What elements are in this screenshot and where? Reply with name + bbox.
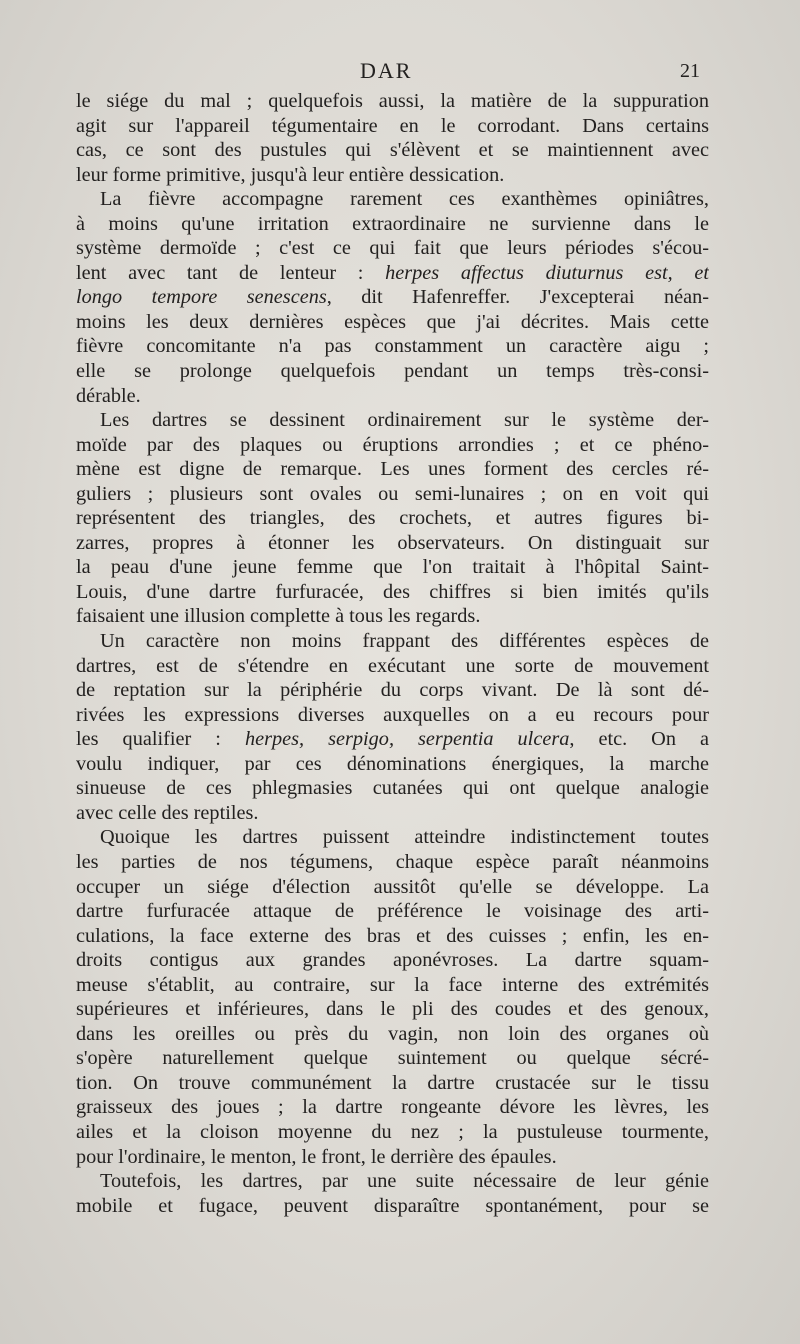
text-line — [76, 1095, 709, 1120]
text-segment: voulu indiquer, par ces dénominations énergiques, la marche — [76, 752, 709, 775]
text-segment: zarres, propres à étonner les observateurs. On distinguait sur — [76, 531, 709, 554]
text-line — [76, 236, 709, 261]
text-segment: à moins qu'une irritation extraordinaire ne survienne dans le — [76, 212, 709, 235]
text-line — [76, 580, 709, 605]
text-segment: fièvre concomitante n'a pas constamment un caractère aigu ; — [76, 335, 709, 358]
text-line — [76, 654, 709, 679]
text-segment: meuse s'établit, au contraire, sur la face interne des extrémités — [76, 973, 709, 996]
text-segment: La fièvre accompagne rarement ces exanthèmes opiniâtres, — [100, 188, 709, 211]
text-segment: sinueuse de ces phlegmasies cutanées qui ont quelque analogie — [76, 777, 709, 800]
text-line — [76, 997, 709, 1022]
running-head: DAR — [360, 58, 413, 83]
text-line — [76, 875, 709, 900]
paragraph — [76, 187, 709, 408]
text-line — [76, 187, 709, 212]
paragraph — [76, 1169, 709, 1218]
text-segment: système dermoïde ; c'est ce qui fait que leurs périodes s'écou- — [76, 237, 709, 260]
italic-text: herpes, serpigo, serpentia ulcera — [244, 728, 570, 751]
text-line — [76, 114, 709, 139]
text-segment: Louis, d'une dartre furfuracée, des chiffres si bien imités qu'ils — [76, 580, 709, 603]
text-line — [76, 727, 709, 752]
page-number: 21 — [680, 60, 700, 82]
text-segment: moïde par des plaques ou éruptions arrondies ; et ce phéno- — [76, 433, 709, 456]
text-line — [76, 899, 709, 924]
text-line — [76, 825, 709, 850]
text-line — [76, 138, 709, 163]
text-segment: les parties de nos tégumens, chaque espèce paraît néanmoins — [76, 850, 709, 873]
text-segment: rivées les expressions diverses auxquelles on a eu recours pour — [76, 703, 709, 726]
text-segment: leur forme primitive, jusqu'à leur entière dessication. — [76, 163, 505, 186]
text-segment: culations, la face externe des bras et des cuisses ; enfin, les en- — [76, 924, 709, 947]
text-segment: ailes et la cloison moyenne du nez ; la pustuleuse tourmente, — [76, 1120, 709, 1143]
text-line — [76, 457, 709, 482]
text-segment: les qualifier : — [76, 728, 245, 751]
text-segment: pour l'ordinaire, le menton, le front, le derrière des épaules. — [76, 1145, 557, 1168]
text-segment: mobile et fugace, peuvent disparaître spontanément, pour se — [76, 1194, 709, 1217]
text-line — [76, 555, 709, 580]
text-segment: moins les deux dernières espèces que j'ai décrites. Mais cette — [76, 310, 709, 333]
text-line — [76, 1046, 709, 1071]
text-line — [76, 850, 709, 875]
paragraph — [76, 89, 709, 187]
paragraph — [76, 408, 709, 629]
text-line — [76, 1120, 709, 1145]
text-line — [76, 506, 709, 531]
text-line — [76, 531, 709, 556]
text-line — [76, 801, 709, 826]
text-segment: occuper un siége d'élection aussitôt qu'elle se développe. La — [76, 875, 709, 898]
text-segment: , etc. On a — [569, 728, 709, 751]
text-line — [76, 1071, 709, 1096]
text-segment: , dit Hafenreffer. J'excepterai néan- — [326, 286, 709, 309]
page-header — [0, 58, 800, 92]
text-segment: le siége du mal ; quelquefois aussi, la matière de la suppuration — [76, 90, 709, 112]
text-line — [76, 776, 709, 801]
text-line — [76, 163, 709, 188]
text-line — [76, 89, 709, 114]
text-line — [76, 1169, 709, 1194]
text-segment: de reptation sur la périphérie du corps vivant. De là sont dé- — [76, 679, 709, 702]
text-line — [76, 629, 709, 654]
text-segment: représentent des triangles, des crochets, et autres figures bi- — [76, 507, 709, 530]
text-line — [76, 359, 709, 384]
text-segment: la peau d'une jeune femme que l'on traitait à l'hôpital Saint- — [76, 556, 709, 579]
text-segment: faisaient une illusion complette à tous les regards. — [76, 605, 481, 628]
paragraph — [76, 629, 709, 825]
text-segment: Un caractère non moins frappant des différentes espèces de — [100, 630, 709, 653]
text-line — [76, 285, 709, 310]
text-line — [76, 924, 709, 949]
text-segment: mène est digne de remarque. Les unes forment des cercles ré- — [76, 458, 709, 481]
text-line — [76, 1145, 709, 1170]
text-line — [76, 1022, 709, 1047]
text-segment: cas, ce sont des pustules qui s'élèvent et se maintiennent avec — [76, 139, 709, 162]
text-segment: guliers ; plusieurs sont ovales ou semi-lunaires ; on en voit qui — [76, 482, 709, 505]
text-segment: dartres, est de s'étendre en exécutant une sorte de mouvement — [76, 654, 709, 677]
text-line — [76, 948, 709, 973]
text-line — [76, 384, 709, 409]
text-segment: Quoique les dartres puissent atteindre indistinctement toutes — [100, 826, 709, 849]
text-segment: lent avec tant de lenteur : — [76, 261, 386, 284]
text-segment: droits contigus aux grandes aponévroses. La dartre squam- — [76, 949, 709, 972]
text-line — [76, 212, 709, 237]
text-line — [76, 310, 709, 335]
text-segment: dans les oreilles ou près du vagin, non loin des organes où — [76, 1022, 709, 1045]
text-segment: agit sur l'appareil tégumentaire en le corrodant. Dans certains — [76, 114, 709, 137]
text-line — [76, 604, 709, 629]
text-line — [76, 433, 709, 458]
text-line — [76, 703, 709, 728]
text-line — [76, 1194, 709, 1219]
text-segment: Toutefois, les dartres, par une suite nécessaire de leur génie — [100, 1170, 709, 1193]
text-segment: dérable. — [76, 384, 141, 407]
text-segment: elle se prolonge quelquefois pendant un temps très-consi- — [76, 360, 709, 383]
text-segment: s'opère naturellement quelque suintement ou quelque sécré- — [76, 1047, 709, 1070]
text-line — [76, 973, 709, 998]
text-line — [76, 482, 709, 507]
text-line — [76, 408, 709, 433]
paragraph — [76, 825, 709, 1169]
italic-text: herpes affectus diuturnus est, et — [385, 261, 709, 284]
italic-text: longo tempore senescens — [76, 286, 327, 309]
text-segment: Les dartres se dessinent ordinairement sur le système der- — [100, 409, 709, 432]
text-line — [76, 334, 709, 359]
body-text — [76, 89, 709, 1218]
text-segment: graisseux des joues ; la dartre rongeante dévore les lèvres, les — [76, 1096, 709, 1119]
text-segment: tion. On trouve communément la dartre crustacée sur le tissu — [76, 1071, 709, 1094]
text-line — [76, 261, 709, 286]
text-line — [76, 678, 709, 703]
text-segment: supérieures et inférieures, dans le pli des coudes et des genoux, — [76, 998, 709, 1021]
text-line — [76, 752, 709, 777]
text-segment: dartre furfuracée attaque de préférence le voisinage des arti- — [76, 900, 709, 923]
text-segment: avec celle des reptiles. — [76, 801, 259, 824]
